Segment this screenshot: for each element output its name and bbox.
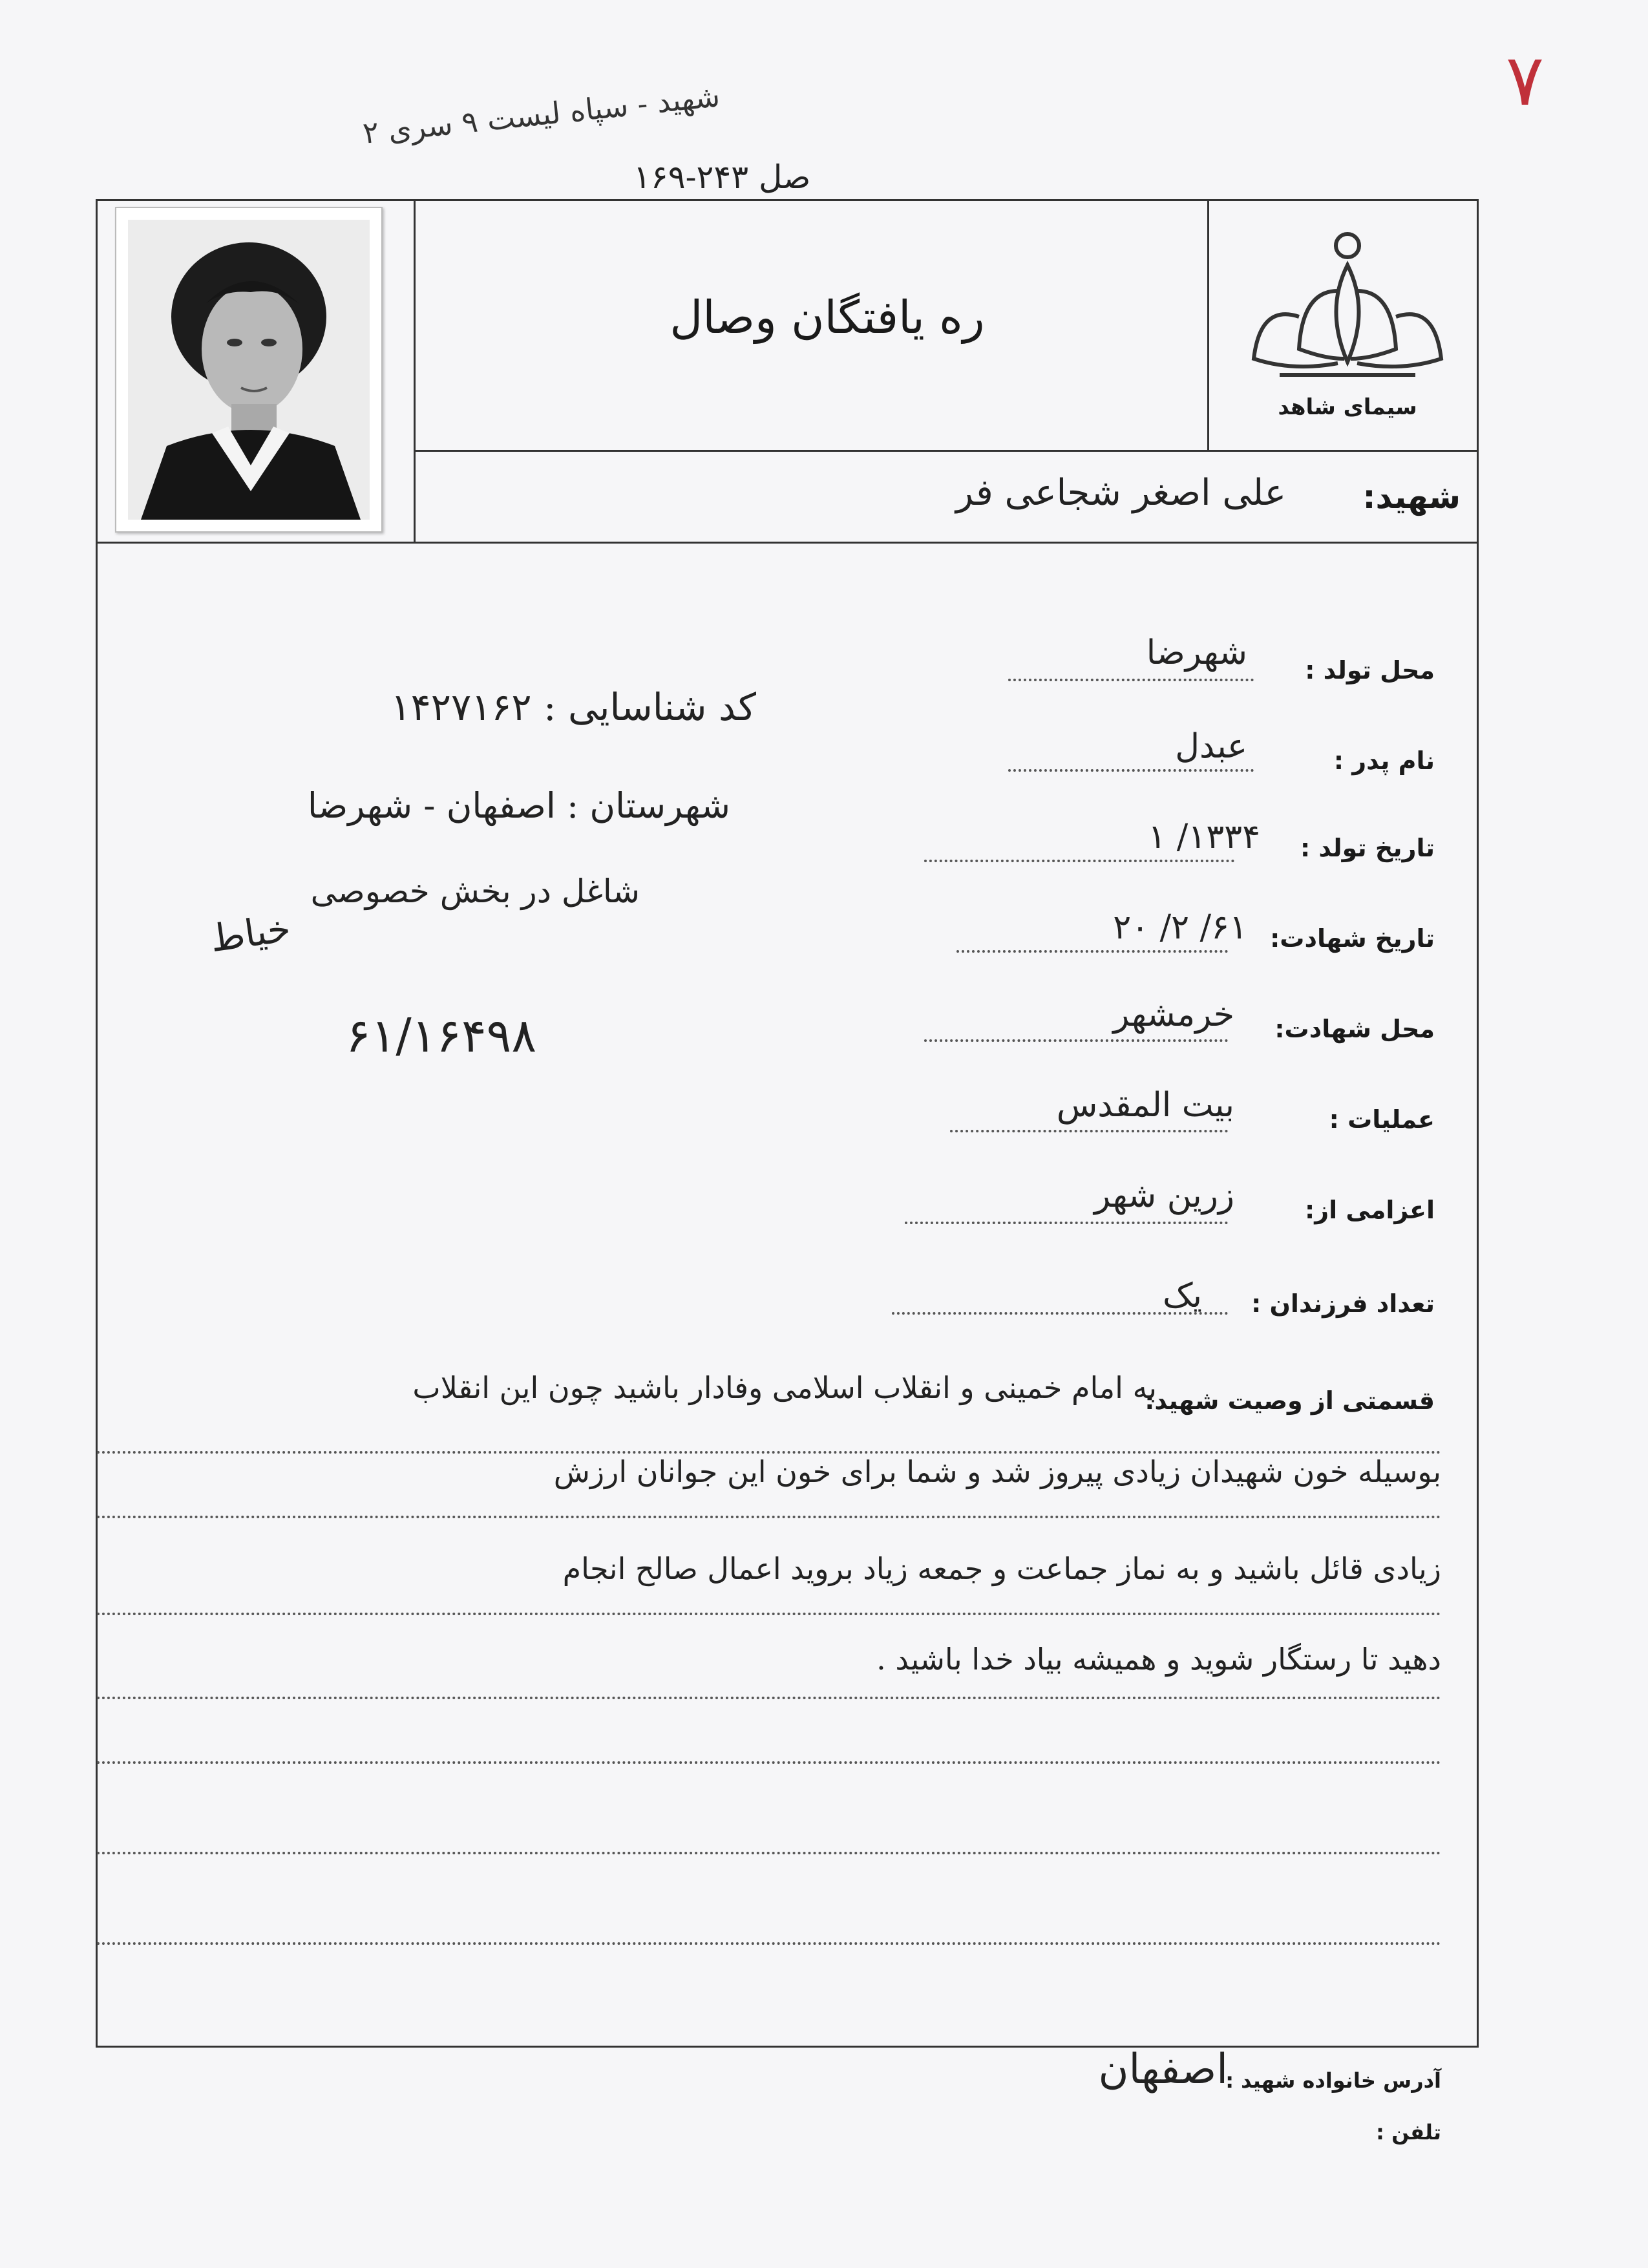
top-scribble: شهید - سپاه لیست ۹ سری ۲ — [361, 78, 722, 151]
header-divider-right — [1207, 199, 1209, 451]
field-label-martyrdom-place: محل شهادت: — [1274, 1015, 1435, 1043]
field-label-birthplace: محل تولد : — [1305, 656, 1435, 684]
page-number: ۷ — [1506, 39, 1545, 122]
field-value-martyrdom-date: ۶۱/ ۲/ ۲۰ — [1113, 908, 1247, 947]
will-line-2: بوسیله خون شهیدان زیادی پیروز شد و شما برای خون این جوانان ارزش — [553, 1454, 1441, 1489]
field-label-birth-date: تاریخ تولد : — [1300, 834, 1435, 862]
field-value-operation: بیت المقدس — [1056, 1086, 1234, 1125]
note-word: خیاط — [207, 906, 294, 961]
will-label: قسمتی از وصیت شهید: — [1145, 1386, 1435, 1415]
occupation-note: شاغل در بخش خصوصی — [310, 873, 640, 910]
field-value-children-count: یک — [1162, 1277, 1202, 1315]
field-value-father-name: عبدل — [1175, 727, 1247, 766]
lotus-icon — [1241, 220, 1454, 388]
field-label-children-count: تعداد فرزندان : — [1251, 1289, 1435, 1318]
field-label-operation: عملیات : — [1329, 1105, 1435, 1134]
field-label-father-name: نام پدر : — [1333, 747, 1435, 775]
field-value-birth-date: ۱۳۳۴/ ۱ — [1148, 818, 1260, 856]
field-label-martyrdom-date: تاریخ شهادت: — [1270, 924, 1435, 953]
field-value-martyrdom-place: خرمشهر — [1113, 995, 1234, 1034]
blank-line — [97, 1761, 1441, 1764]
blank-line — [97, 1852, 1441, 1854]
field-value-dispatched-from: زرین شهر — [1093, 1176, 1234, 1215]
name-row-bottom-line — [96, 542, 1479, 544]
county-note: شهرستان : اصفهان - شهرضا — [307, 785, 730, 826]
martyr-name: علی اصغر شجاعی فر — [956, 472, 1286, 514]
logo-caption: سیمای شاهد — [1278, 394, 1417, 420]
id-number-note: کد شناسایی : ۱۴۲۷۱۶۲ — [390, 685, 756, 729]
martyr-photo — [115, 207, 383, 533]
field-value-birthplace: شهرضا — [1146, 633, 1247, 672]
address-label: آدرس خانواده شهید : — [1225, 2068, 1441, 2093]
will-line-1: به امام خمینی و انقلاب اسلامی وفادار باشید چون این انقلاب — [412, 1370, 1157, 1405]
form-title: ره یافتگان وصال — [670, 291, 985, 344]
will-line-4: دهید تا رستگار شوید و همیشه بیاد خدا باشید . — [876, 1642, 1441, 1677]
file-number-note: ۶۱/۱۶۴۹۸ — [346, 1008, 536, 1063]
header-divider-left — [414, 199, 416, 542]
shahed-logo — [1241, 220, 1454, 433]
will-line-3: زیادی قائل باشید و به نماز جماعت و جمعه زیاد بروید اعمال صالح انجام — [562, 1551, 1441, 1586]
address-value: اصفهان — [1098, 2046, 1228, 2093]
file-reference: صل ۲۴۳-۱۶۹ — [633, 158, 811, 196]
blank-line — [97, 1942, 1441, 1945]
field-label-dispatched-from: اعزامی از: — [1305, 1196, 1435, 1224]
phone-label: تلفن : — [1376, 2120, 1441, 2145]
header-bottom-line — [414, 450, 1479, 452]
martyr-label: شهید: — [1362, 478, 1461, 516]
